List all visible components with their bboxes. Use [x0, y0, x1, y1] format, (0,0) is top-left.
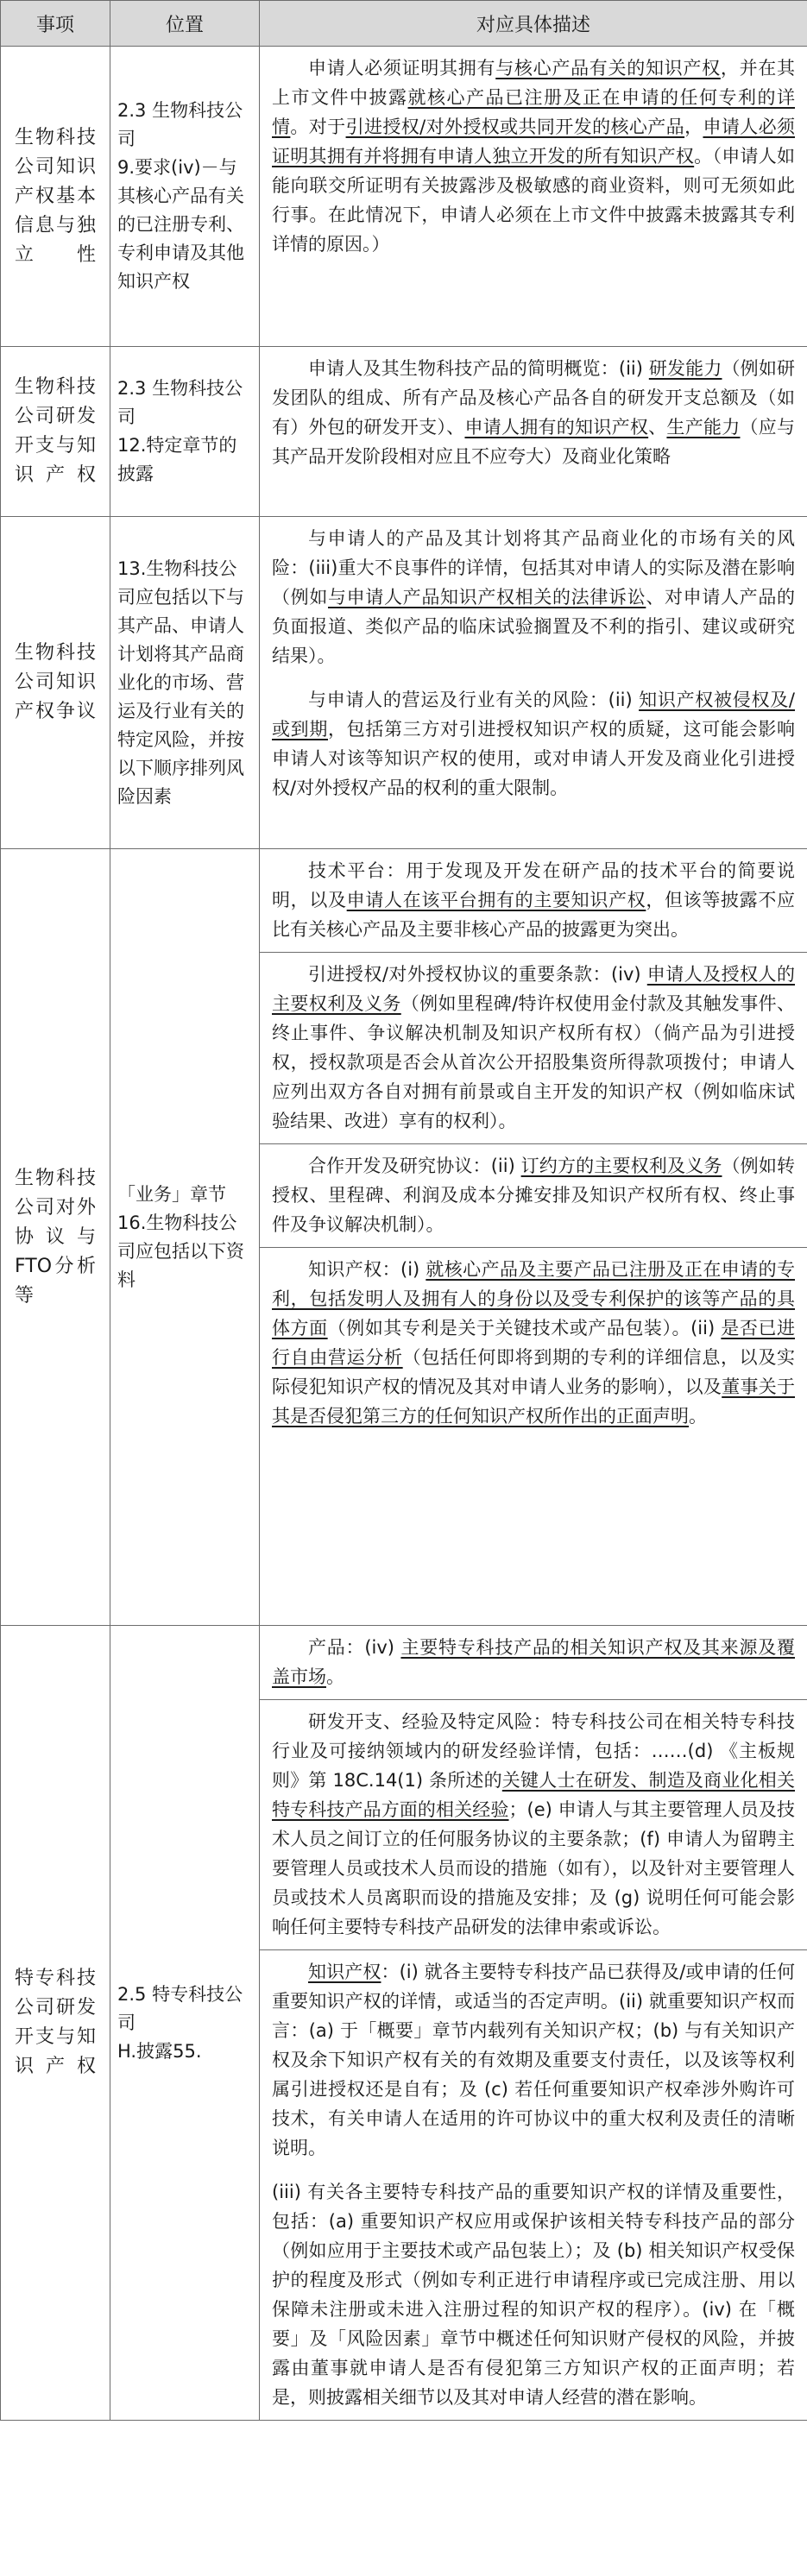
description-block	[260, 1949, 807, 2420]
underlined-text: 申请人及授权人的主要权利及义务	[272, 964, 795, 1014]
text-run: 。对于	[290, 117, 346, 137]
text-run: ，	[684, 117, 703, 137]
row-description	[260, 1626, 807, 2421]
underlined-text: 知识产权	[308, 1962, 381, 1982]
row-location	[110, 47, 260, 347]
row-item: 生物科技公司知识产权争议	[1, 517, 110, 849]
description-paragraph	[260, 1144, 807, 1247]
text-run: 合作开发及研究协议：(ii)	[308, 1156, 521, 1176]
description-paragraph	[260, 849, 807, 952]
location-line: 2.5 特专科技公司	[117, 1983, 243, 2033]
table-row	[1, 849, 807, 1626]
row-item: 生物科技公司对外协议与FTO分析等	[1, 849, 110, 1626]
text-run: ，包括第三方对引进授权知识产权的质疑，这可能会影响申请人对该等知识产权的使用，或对申请人开发及商业化引进授权/对外授权产品的权利的重大限制。	[272, 719, 795, 798]
header-description: 对应具体描述	[260, 1, 807, 47]
description-paragraph	[260, 47, 807, 267]
description-block	[260, 1247, 807, 1439]
description-block	[260, 849, 807, 952]
description-block	[260, 1143, 807, 1247]
header-item: 事项	[1, 1, 110, 47]
underlined-text: 董事关于其是否侵犯第三方的任何知识产权所作出的正面声明	[272, 1376, 796, 1427]
underlined-text: 申请人拥有的知识产权	[464, 417, 649, 438]
text-run: 。	[689, 1406, 707, 1427]
text-run: （例如研发团队的组成、所有产品及核心产品各自的研发开支总额及（如有）外包的研发开支）、	[272, 358, 796, 438]
row-location	[110, 517, 260, 849]
description-paragraph	[260, 1626, 807, 1699]
location-line: 「业务」章节16.生物科技公司应包括以下资料	[117, 1183, 244, 1290]
table-row	[1, 47, 807, 347]
description-paragraph	[260, 1248, 807, 1439]
underlined-text: 主要特专科技产品的相关知识产权及其来源及覆盖市场	[272, 1637, 795, 1687]
underlined-text: 关键人士在研发、制造及商业化相关特专科技产品方面的相关经验	[272, 1770, 795, 1820]
text-run: 引进授权/对外授权协议的重要条款：(iv)	[308, 964, 647, 985]
text-run: 申请人必须证明其拥有	[308, 58, 496, 79]
location-line: H.披露55.	[117, 2040, 202, 2062]
text-run: （例如其专利是关于关键技术或产品包装）。(ii)	[327, 1318, 722, 1338]
text-run: （例如转授权、里程碑、利润及成本分摊安排及知识产权所有权、终止事件及争议解决机制）。	[272, 1156, 796, 1235]
row-item: 生物科技公司研发开支与知识产权	[1, 347, 110, 517]
header-row	[1, 1, 807, 47]
text-run: 知识产权：(i)	[308, 1259, 426, 1280]
description-paragraph	[260, 953, 807, 1143]
text-run: 。（申请人如能向联交所证明有关披露涉及极敏感的商业资料，则可无须如此行事。在此情况下，申请人必须在上市文件中披露未披露其专利详情的原因。）	[272, 146, 796, 255]
table-row	[1, 517, 807, 849]
underlined-text: 订约方的主要权利及义务	[520, 1156, 722, 1176]
underlined-text: 申请人在该平台拥有的主要知识产权	[346, 890, 646, 910]
text-run: (iii) 有关各主要特专科技产品的重要知识产权的详情及重要性，包括：(a) 重要知识产权应用或保护该相关特专科技产品的部分（例如应用于主要技术或产品包装上）；及 (b) 相关知识产权受保护的程度及形式（例如专利正进行申请程序或已完成注册、用以保障未注册或未进入注册过程的知识产权的程序）。(iv) 在「概要」及「风险因素」章节中概述任何知识财产侵权的风险，并披露由董事就申请人是否有侵犯第三方知识产权的正面声明；若是，则披露相关细节以及其对申请人经营的潜在影响。	[272, 2182, 795, 2408]
location-line: 9.要求(iv)－与其核心产品有关的已注册专利、专利申请及其他知识产权	[117, 157, 244, 292]
text-run: 技术平台：用于发现及开发在研产品的技术平台的简要说明，以及	[272, 860, 795, 910]
text-run: ：(i) 就各主要特专科技产品已获得及/或申请的任何重要知识产权的详情，或适当的否定声明。(ii) 就重要知识产权而言：(a) 于「概要」章节内载列有关知识产权；(b) 与有关知识产权及余下知识产权有关的有效期及重要支付责任，以及该等权利属引进授权还是自有；及 (c) 若任何重要知识产权牵涉外购许可技术，有关申请人在适用的许可协议中的重大权利及责任的清晰说明。	[272, 1962, 795, 2158]
underlined-text: 就核心产品已注册及正在申请的任何专利的详情	[272, 87, 795, 137]
underlined-text: 与核心产品有关的知识产权	[495, 58, 721, 79]
description-paragraph	[260, 517, 807, 678]
text-run: ，并在其上市文件中披露	[272, 58, 796, 108]
text-run: 、	[648, 417, 667, 438]
text-run: 、对申请人产品的负面报道、类似产品的临床试验搁置及不利的指引、建议或研究结果）。	[272, 587, 796, 666]
row-description	[260, 47, 807, 347]
underlined-text: 就核心产品及主要产品已注册及正在申请的专利，包括发明人及拥有人的身份以及受专利保护的该等产品的具体方面	[272, 1259, 795, 1338]
text-run: 产品：(iv)	[308, 1637, 401, 1658]
table-row	[1, 347, 807, 517]
text-run: （包括任何即将到期的专利的详细信息，以及实际侵犯知识产权的情况及其对申请人业务的影响），以及	[272, 1347, 796, 1397]
row-description	[260, 517, 807, 849]
row-description	[260, 347, 807, 517]
description-paragraph	[260, 347, 807, 479]
text-run: ；(e) 申请人与其主要管理人员及技术人员之间订立的任何服务协议的主要条款；(f) 申请人为留聘主要管理人员或技术人员而设的措施（如有），以及针对主要管理人员或技术人员离职而设的措施及安排；及 (g) 说明任何可能会影响任何主要特专科技产品研发的法律申索或诉讼。	[272, 1799, 796, 1937]
row-item: 特专科技公司研发开支与知识产权	[1, 1626, 110, 2421]
location-line: 2.3 生物科技公司	[117, 378, 243, 427]
text-run: 与申请人的营运及行业有关的风险：(ii)	[308, 690, 640, 710]
underlined-text: 申请人必须证明其拥有并将拥有申请人独立开发的所有知识产权	[272, 117, 796, 167]
row-location	[110, 849, 260, 1626]
description-paragraph	[260, 1950, 807, 2170]
row-location	[110, 1626, 260, 2421]
location-line: 2.3 生物科技公司	[117, 100, 243, 149]
text-run: 与申请人的产品及其计划将其产品商业化的市场有关的风险：(iii)重大不良事件的详情，包括其对申请人的实际及潜在影响（例如	[272, 528, 795, 608]
description-paragraph	[260, 1700, 807, 1949]
description-block	[260, 952, 807, 1143]
underlined-text: 引进授权/对外授权或共同开发的核心产品	[345, 117, 685, 137]
underlined-text: 生产能力	[666, 417, 741, 438]
description-paragraph	[260, 678, 807, 810]
text-run: 申请人及其生物科技产品的简明概览：(ii)	[308, 358, 649, 379]
location-line: 13.生物科技公司应包括以下与其产品、申请人计划将其产品商业化的市场、营运及行业有关的特定风险，并按以下顺序排列风险因素	[117, 557, 244, 807]
description-paragraph	[260, 2170, 807, 2420]
row-description	[260, 849, 807, 1626]
underlined-text: 知识产权被侵权及/或到期	[272, 690, 796, 740]
row-item: 生物科技公司知识产权基本信息与独立性	[1, 47, 110, 347]
table-row	[1, 1626, 807, 2421]
text-run: 研发开支、经验及特定风险：特专科技公司在相关特专科技行业及可接纳领域内的研发经验详情，包括：……(d) 《主板规则》第 18C.14(1) 条所述的	[272, 1711, 795, 1791]
underlined-text: 是否已进行自由营运分析	[272, 1318, 795, 1368]
underlined-text: 与申请人产品知识产权相关的法律诉讼	[328, 587, 646, 608]
header-location: 位置	[110, 1, 260, 47]
text-run: （例如里程碑/特许权使用金付款及其触发事件、终止事件、争议解决机制及知识产权所有权）（倘产品为引进授权，授权款项是否会从首次公开招股集资所得款项拨付；申请人应列出双方各自对拥有前景或自主开发的知识产权（例如临床试验结果、改进）享有的权利）。	[272, 993, 795, 1131]
text-run: （应与其产品开发阶段相对应且不应夸大）及商业化策略	[272, 417, 796, 467]
text-run: ，但该等披露不应比有关核心产品及主要非核心产品的披露更为突出。	[272, 890, 796, 940]
text-run: 。	[326, 1666, 344, 1687]
location-line: 12.特定章节的披露	[117, 435, 237, 484]
description-block	[260, 1699, 807, 1949]
row-location	[110, 347, 260, 517]
underlined-text: 研发能力	[648, 358, 722, 379]
description-block	[260, 1626, 807, 1699]
